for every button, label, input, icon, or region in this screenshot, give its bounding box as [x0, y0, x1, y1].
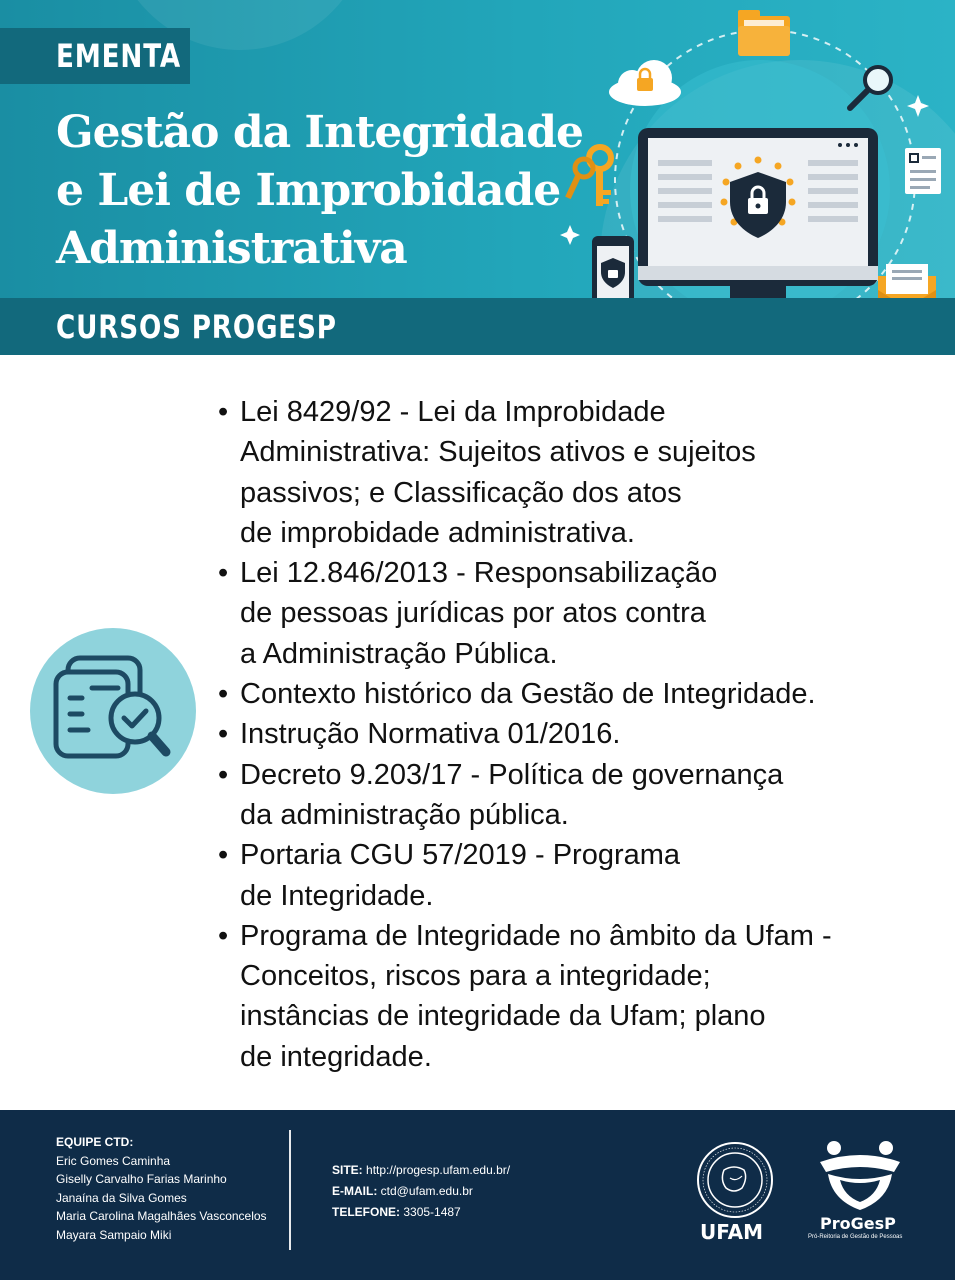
item-line: de integridade. — [240, 1040, 432, 1073]
footer-divider — [289, 1130, 291, 1250]
ementa-tag — [0, 28, 190, 84]
item-line: • Contexto histórico da Gestão de Integridade. — [240, 678, 816, 711]
item-line: • Decreto 9.203/17 - Política de governança — [240, 758, 784, 791]
progesp-name: ProGesP — [820, 1214, 896, 1233]
ementa-label: EMENTA — [56, 37, 182, 75]
team-member: Eric Gomes Caminha — [56, 1153, 171, 1168]
title-line: e Lei de Improbidade — [56, 165, 561, 216]
contact-block — [332, 1160, 510, 1223]
sparkle-icon — [907, 95, 929, 117]
email-row — [332, 1181, 510, 1202]
footer — [0, 1110, 955, 1280]
item-line: • Instrução Normativa 01/2016. — [240, 718, 621, 751]
email-label: E-MAIL: — [332, 1184, 378, 1198]
team-member: Giselly Carvalho Farias Marinho — [56, 1172, 227, 1187]
document-search-check-icon — [30, 628, 196, 794]
list-item — [218, 835, 938, 916]
list-item — [218, 755, 938, 836]
item-line: • Lei 8429/92 - Lei da Improbidade — [240, 396, 666, 428]
progesp-subtitle: Pró-Reitoria de Gestão de Pessoas — [808, 1234, 903, 1240]
item-line: Administrativa: Sujeitos ativos e sujeitos — [240, 436, 756, 469]
cursos-label: CURSOS PROGESP — [56, 307, 337, 346]
site-link[interactable]: http://progesp.ufam.edu.br/ — [366, 1163, 511, 1177]
list-item — [218, 553, 938, 674]
magnifier-icon — [850, 67, 891, 108]
team-member: Maria Carolina Magalhães Vasconcelos — [56, 1209, 267, 1224]
ufam-seal-icon — [692, 1140, 778, 1220]
list-item — [218, 392, 938, 553]
list-item — [218, 674, 938, 714]
item-line: de improbidade administrativa. — [240, 516, 635, 549]
title-line: Administrativa — [56, 223, 407, 274]
item-line: de pessoas jurídicas por atos contra — [240, 597, 706, 630]
team-member: Janaína da Silva Gomes — [56, 1190, 187, 1205]
item-line: a Administração Pública. — [240, 637, 558, 670]
folder-icon — [738, 10, 790, 56]
team-block — [56, 1133, 267, 1245]
team-member: Mayara Sampaio Miki — [56, 1227, 172, 1242]
list-item — [218, 714, 938, 754]
cursos-bar — [0, 298, 955, 355]
item-line: instâncias de integridade da Ufam; plano — [240, 1000, 766, 1033]
keys-icon — [565, 147, 611, 206]
ufam-name: UFAM — [700, 1220, 763, 1244]
progesp-logo-icon — [810, 1138, 910, 1214]
email-link[interactable]: ctd@ufam.edu.br — [380, 1184, 473, 1198]
site-label: SITE: — [332, 1163, 363, 1177]
checklist-icon — [905, 148, 941, 194]
sparkle-icon — [560, 225, 580, 245]
phone-value: 3305-1487 — [403, 1205, 461, 1219]
item-line: • Lei 12.846/2013 - Responsabilização — [240, 557, 718, 590]
site-row — [332, 1160, 510, 1181]
syllabus-list — [218, 392, 938, 1077]
item-line: passivos; e Classificação dos atos — [240, 476, 682, 509]
header-banner — [0, 0, 955, 355]
item-line: de Integridade. — [240, 879, 434, 912]
item-line: Conceitos, riscos para a integridade; — [240, 960, 711, 993]
list-item — [218, 916, 938, 1077]
item-line: • Portaria CGU 57/2019 - Programa — [240, 839, 681, 872]
item-line: • Programa de Integridade no âmbito da Ufam - — [240, 919, 832, 952]
phone-label: TELEFONE: — [332, 1205, 400, 1219]
cloud-lock-icon — [609, 60, 681, 106]
security-illustration — [560, 0, 955, 340]
item-line: da administração pública. — [240, 798, 569, 831]
team-title: EQUIPE CTD: — [56, 1135, 134, 1149]
phone-row — [332, 1202, 510, 1223]
page-title — [56, 104, 596, 278]
title-line: Gestão da Integridade — [56, 107, 584, 158]
monitor-icon — [638, 128, 878, 320]
